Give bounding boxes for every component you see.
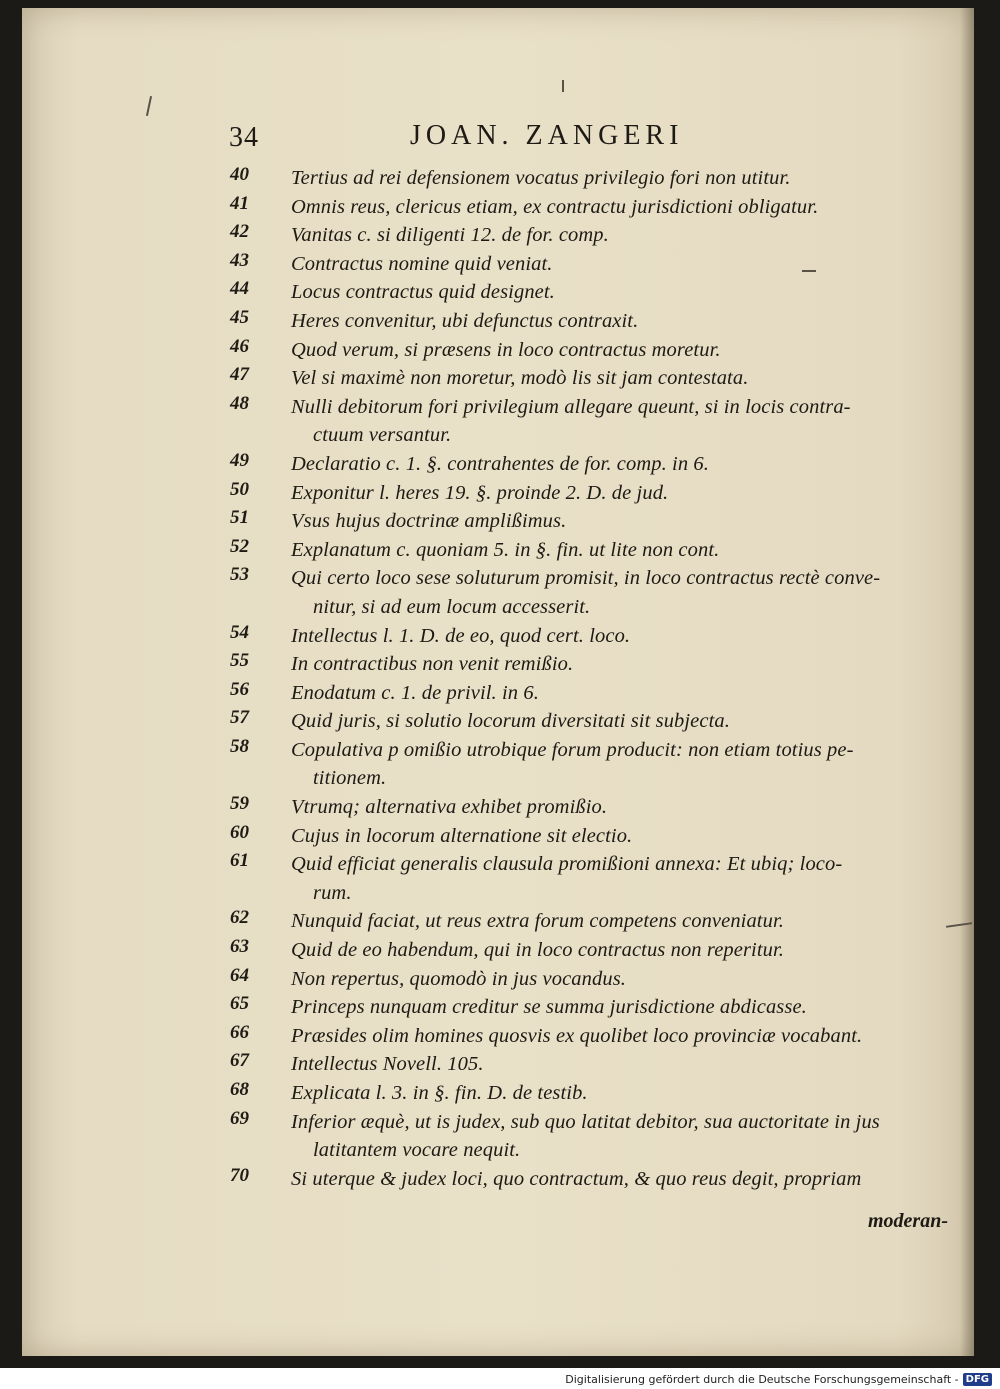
digitization-credit — [565, 1373, 992, 1386]
entry-number: 43 — [230, 249, 249, 271]
entry-text: Vsus hujus doctrinæ amplißimus. — [291, 510, 567, 533]
entry-number: 51 — [230, 507, 249, 529]
entry-number: 65 — [230, 993, 249, 1015]
summary-entry — [22, 707, 974, 736]
entry-number: 46 — [230, 335, 249, 357]
entry-text-block — [291, 907, 951, 936]
summary-entry — [22, 793, 974, 822]
entry-text: Si uterque & judex loci, quo contractum, & quo reus degit, propriam — [291, 1167, 862, 1190]
entry-text-block — [291, 479, 951, 508]
entry-text-block — [291, 993, 951, 1022]
summary-entry — [22, 307, 974, 336]
entry-number: 57 — [230, 707, 249, 729]
page-number: 34 — [229, 122, 259, 153]
entry-text: Intellectus Novell. 105. — [291, 1053, 484, 1076]
entry-text: Enodatum c. 1. de privil. in 6. — [291, 681, 539, 704]
summary-list — [22, 164, 974, 1193]
entry-text-block — [291, 364, 951, 393]
entry-number: 47 — [230, 364, 249, 386]
running-head: JOAN. ZANGERI — [410, 120, 684, 151]
entry-text-block — [291, 221, 951, 250]
entry-text: Locus contractus quid designet. — [291, 281, 555, 304]
page-header — [22, 120, 974, 160]
entry-text: Exponitur l. heres 19. §. proinde 2. D. de jud. — [291, 481, 669, 504]
summary-entry — [22, 965, 974, 994]
entry-text: Omnis reus, clericus etiam, ex contractu jurisdictioni obligatur. — [291, 195, 819, 218]
summary-entry — [22, 450, 974, 479]
entry-text-continuation: titionem. — [313, 767, 387, 790]
credit-text: Digitalisierung gefördert durch die Deutsche Forschungsgemeinschaft - — [565, 1373, 959, 1386]
entry-text-block — [291, 679, 951, 708]
entry-number: 56 — [230, 678, 249, 700]
entry-text: Quod verum, si præsens in loco contractus moretur. — [291, 338, 721, 361]
entry-text: Nulli debitorum fori privilegium allegare queunt, si in locis contra- — [291, 395, 851, 418]
entry-text-block — [291, 736, 951, 793]
entry-text-block — [291, 936, 951, 965]
entry-number: 70 — [230, 1164, 249, 1186]
entry-number: 55 — [230, 650, 249, 672]
summary-entry — [22, 564, 974, 621]
entry-text: Vtrumq; alternativa exhibet promißio. — [291, 796, 608, 819]
summary-entry — [22, 907, 974, 936]
entry-text-block — [291, 1079, 951, 1108]
entry-text-block — [291, 850, 951, 907]
summary-entry — [22, 193, 974, 222]
summary-entry — [22, 164, 974, 193]
entry-text: Explanatum c. quoniam 5. in §. fin. ut lite non cont. — [291, 538, 720, 561]
entry-text-block — [291, 1165, 951, 1194]
entry-text: Copulativa p omißio utrobique forum producit: non etiam totius pe- — [291, 738, 854, 761]
entry-number: 64 — [230, 964, 249, 986]
entry-text: Quid de eo habendum, qui in loco contractus non reperitur. — [291, 939, 784, 962]
summary-entry — [22, 479, 974, 508]
catchword: moderan- — [868, 1210, 948, 1232]
summary-entry — [22, 622, 974, 651]
summary-entry — [22, 822, 974, 851]
entry-text: Qui certo loco sese soluturum promisit, in loco contractus rectè conve- — [291, 567, 881, 590]
entry-text-block — [291, 1108, 951, 1165]
entry-number: 49 — [230, 449, 249, 471]
entry-text-block — [291, 193, 951, 222]
entry-number: 50 — [230, 478, 249, 500]
entry-text-block — [291, 707, 951, 736]
summary-entry — [22, 1165, 974, 1194]
summary-entry — [22, 221, 974, 250]
entry-text-block — [291, 450, 951, 479]
entry-number: 67 — [230, 1050, 249, 1072]
summary-entry — [22, 650, 974, 679]
entry-text-block — [291, 164, 951, 193]
dfg-logo-icon: DFG — [963, 1373, 992, 1386]
summary-entry — [22, 507, 974, 536]
entry-number: 40 — [230, 164, 249, 185]
entry-number: 42 — [230, 221, 249, 243]
entry-text-continuation: ctuum versantur. — [313, 424, 452, 447]
entry-number: 44 — [230, 278, 249, 300]
entry-text-block — [291, 393, 951, 450]
entry-text: Contractus nomine quid veniat. — [291, 252, 553, 275]
entry-number: 61 — [230, 850, 249, 872]
book-page — [22, 8, 974, 1356]
summary-entry — [22, 1108, 974, 1165]
entry-number: 66 — [230, 1021, 249, 1043]
entry-text-block — [291, 278, 951, 307]
summary-entry — [22, 736, 974, 793]
summary-entry — [22, 993, 974, 1022]
ink-mark — [146, 96, 152, 116]
entry-text-block — [291, 507, 951, 536]
entry-text: Intellectus l. 1. D. de eo, quod cert. loco. — [291, 624, 631, 647]
summary-entry — [22, 364, 974, 393]
entry-number: 52 — [230, 535, 249, 557]
summary-entry — [22, 679, 974, 708]
summary-entry — [22, 1079, 974, 1108]
entry-text-continuation: nitur, si ad eum locum accesserit. — [313, 595, 591, 618]
summary-entry — [22, 1050, 974, 1079]
summary-entry — [22, 536, 974, 565]
entry-text: Inferior æquè, ut is judex, sub quo latitat debitor, sua auctoritate in jus — [291, 1110, 880, 1133]
entry-text-block — [291, 336, 951, 365]
entry-text-continuation: rum. — [313, 881, 352, 904]
summary-entry — [22, 336, 974, 365]
entry-number: 48 — [230, 392, 249, 414]
entry-text: Vanitas c. si diligenti 12. de for. comp. — [291, 224, 609, 247]
entry-number: 54 — [230, 621, 249, 643]
entry-number: 41 — [230, 192, 249, 214]
entry-text: Tertius ad rei defensionem vocatus privilegio fori non utitur. — [291, 167, 791, 189]
entry-text: Princeps nunquam creditur se summa jurisdictione abdicasse. — [291, 996, 807, 1019]
entry-text-block — [291, 793, 951, 822]
summary-entry — [22, 250, 974, 279]
entry-text-block — [291, 536, 951, 565]
summary-entry — [22, 936, 974, 965]
entry-text-block — [291, 650, 951, 679]
summary-entry — [22, 1022, 974, 1051]
entry-number: 68 — [230, 1079, 249, 1100]
entry-text-block — [291, 622, 951, 651]
entry-text: Nunquid faciat, ut reus extra forum competens conveniatur. — [291, 910, 784, 933]
entry-text: Explicata l. 3. in §. fin. D. de testib. — [291, 1082, 588, 1104]
entry-text-block — [291, 564, 951, 621]
entry-text: Heres convenitur, ubi defunctus contraxit. — [291, 309, 639, 332]
entry-text-block — [291, 250, 951, 279]
entry-number: 60 — [230, 821, 249, 843]
ink-mark — [562, 80, 564, 92]
entry-text-block — [291, 307, 951, 336]
entry-text: Quid efficiat generalis clausula promißioni annexa: Et ubiq; loco- — [291, 853, 843, 876]
entry-text-block — [291, 1050, 951, 1079]
entry-text: Non repertus, quomodò in jus vocandus. — [291, 967, 627, 990]
entry-text-block — [291, 965, 951, 994]
summary-entry — [22, 850, 974, 907]
entry-text: In contractibus non venit remißio. — [291, 653, 574, 676]
summary-entry — [22, 278, 974, 307]
entry-text: Præsides olim homines quosvis ex quolibet loco provinciæ vocabant. — [291, 1024, 863, 1047]
entry-number: 59 — [230, 793, 249, 815]
entry-number: 58 — [230, 735, 249, 757]
entry-text-block — [291, 1022, 951, 1051]
entry-number: 69 — [230, 1107, 249, 1129]
summary-entry — [22, 393, 974, 450]
entry-text: Cujus in locorum alternatione sit electio. — [291, 824, 633, 847]
entry-text: Vel si maximè non moretur, modò lis sit jam contestata. — [291, 367, 749, 390]
entry-number: 45 — [230, 306, 249, 328]
entry-number: 63 — [230, 936, 249, 958]
entry-number: 62 — [230, 907, 249, 929]
entry-text: Quid juris, si solutio locorum diversitati sit subjecta. — [291, 710, 730, 733]
entry-text: Declaratio c. 1. §. contrahentes de for. comp. in 6. — [291, 452, 709, 475]
entry-text-continuation: latitantem vocare nequit. — [313, 1139, 521, 1162]
entry-number: 53 — [230, 564, 249, 586]
entry-text-block — [291, 822, 951, 851]
